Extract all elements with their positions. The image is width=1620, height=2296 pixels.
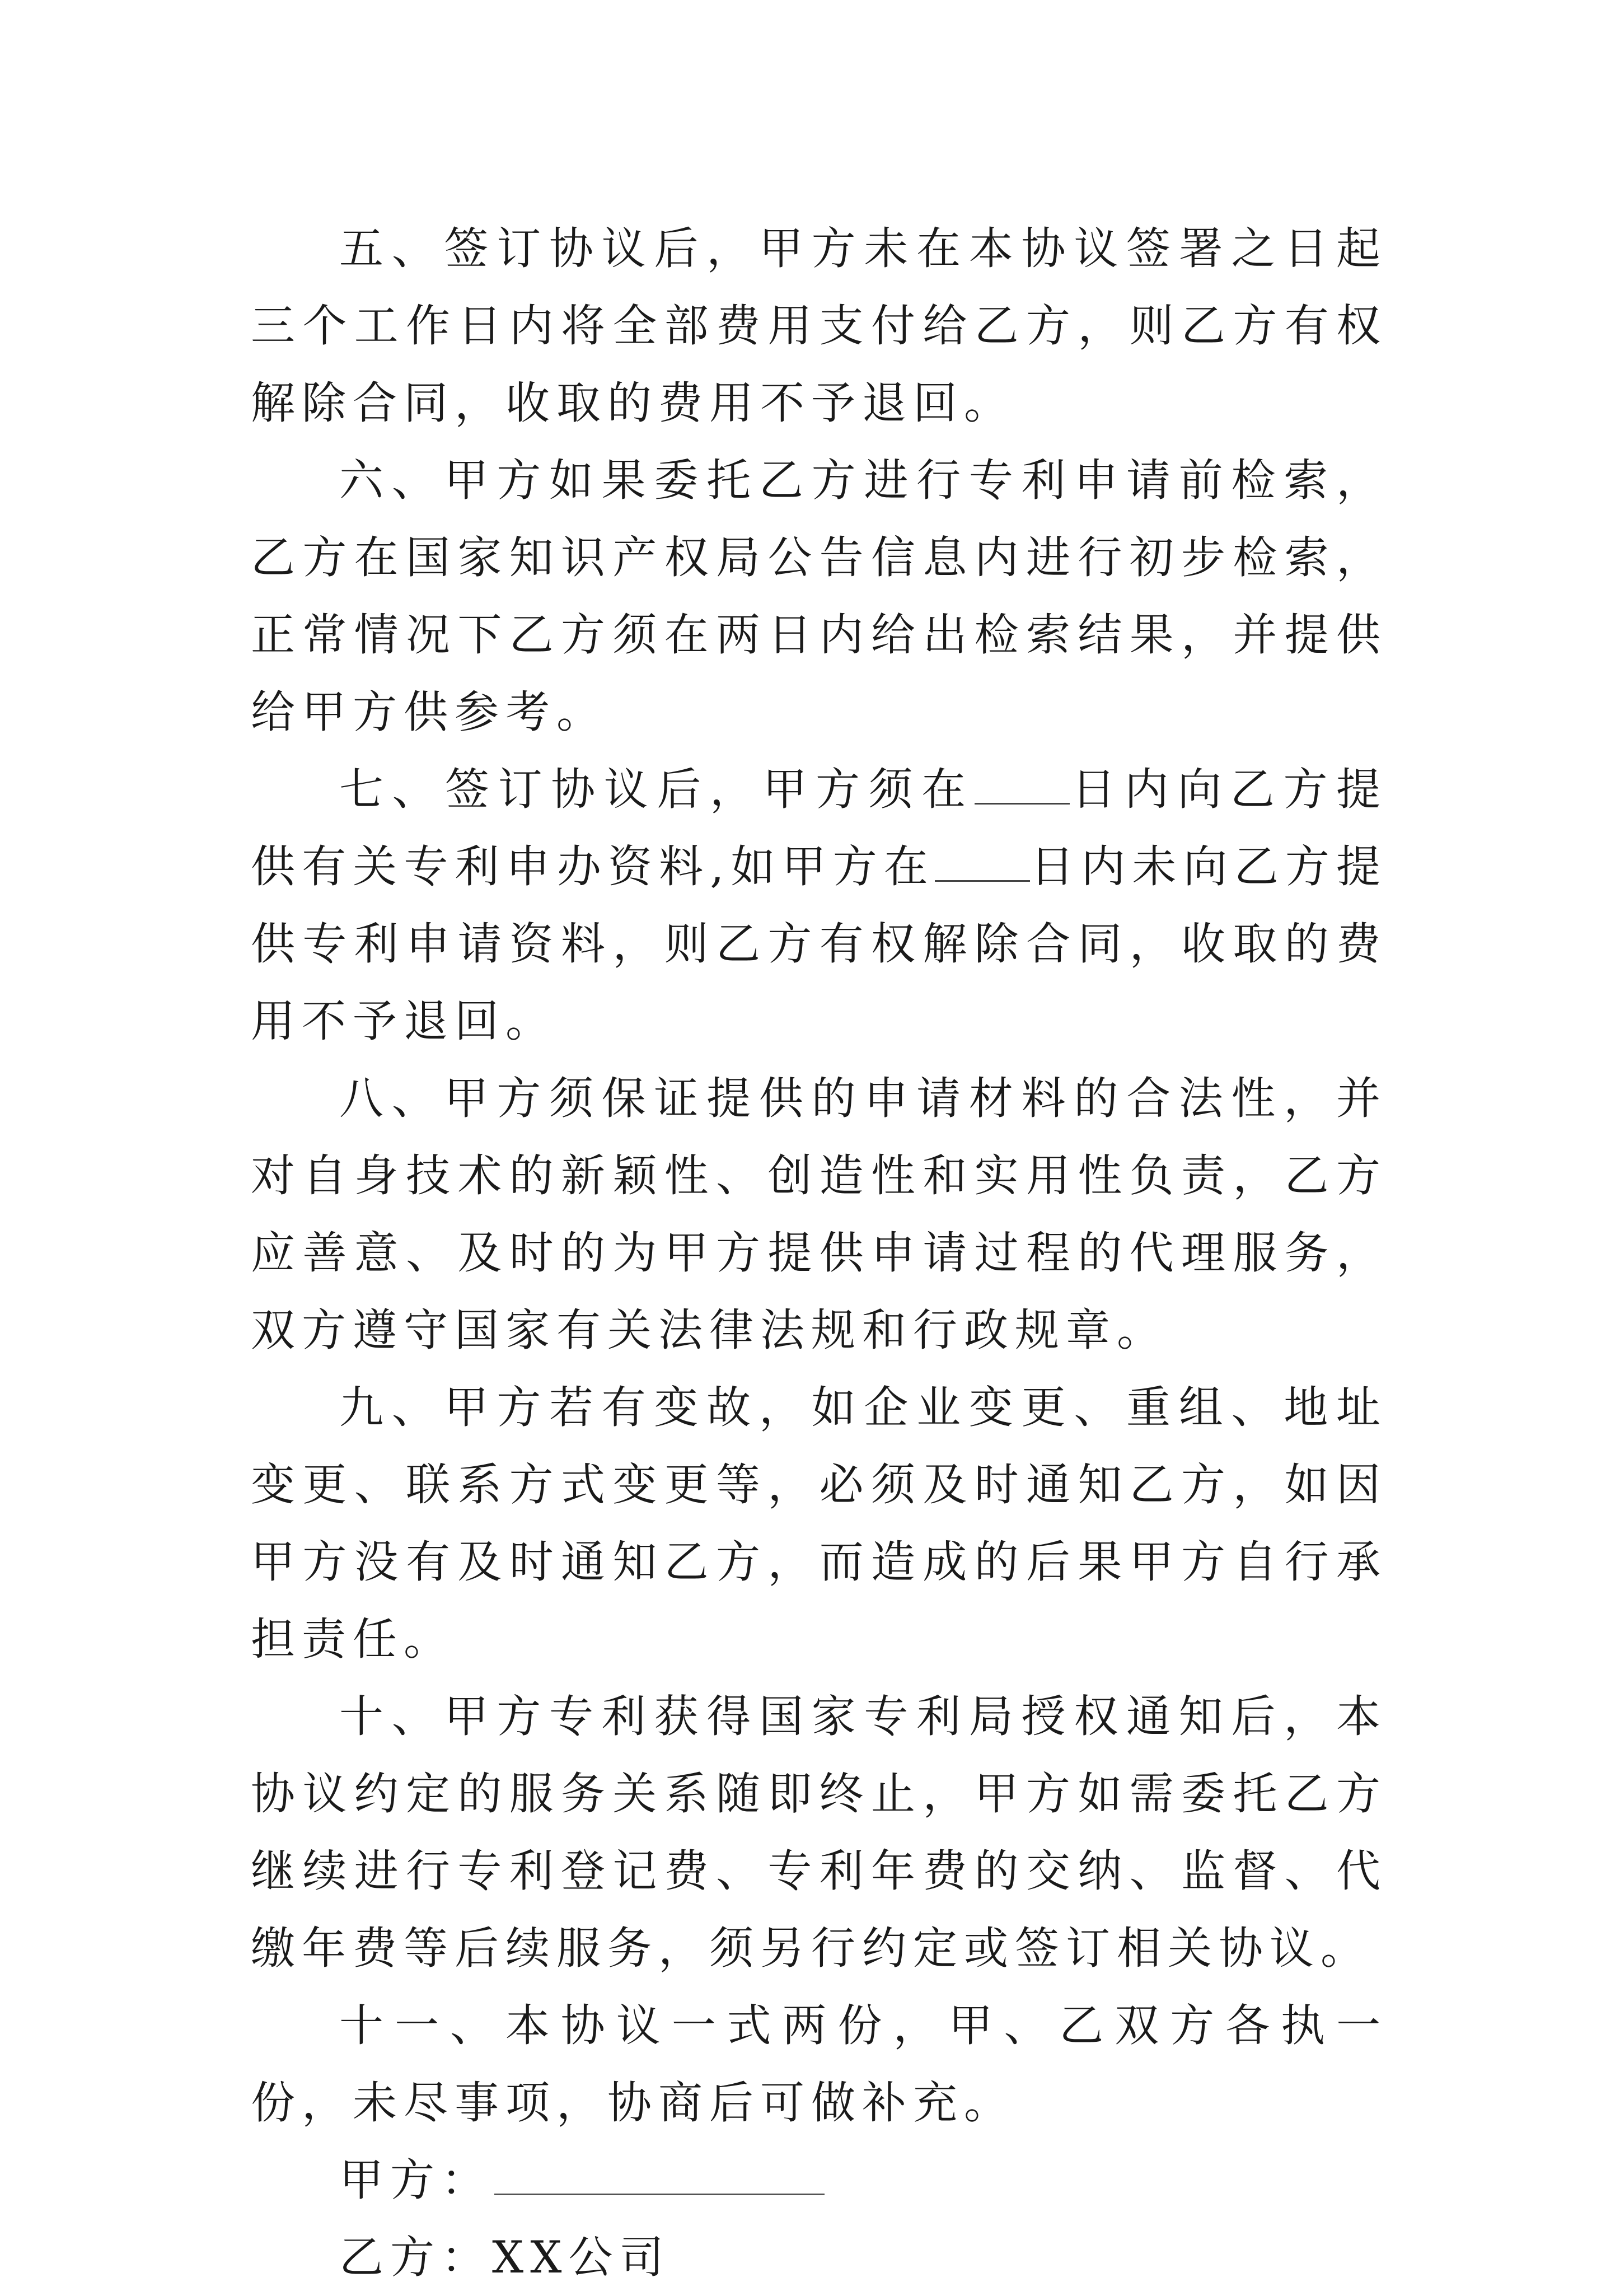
clause-7 [251,751,1387,1060]
blank-days-1 [975,799,1070,805]
clause-6: 六、甲方如果委托乙方进行专利申请前检索，乙方在国家知识产权局公告信息内进行初步检索，正常情况下乙方须在两日内给出检索结果，并提供给甲方供参考。 [251,455,1387,738]
document-body [251,210,1387,2296]
party-b-label: 乙方： [339,2232,492,2283]
blank-days-2 [935,877,1030,882]
clause-7-part-3: 日内未向乙方提供专利申请资料，则乙方有权解除合同，收取的费用不予退回。 [251,841,1387,1047]
party-b-signature-line [251,2219,1387,2296]
clause-7-part-2: 日内向乙方提供有关专利申办资料,如甲方在 [251,764,1388,892]
party-a-signature-line [251,2141,1387,2219]
party-a-signature-blank [494,2160,825,2195]
clause-11: 十一、本协议一式两份，甲、乙双方各执一份，未尽事项，协商后可做补充。 [251,2000,1387,2129]
party-b-value: XX公司 [492,2232,671,2283]
clause-5: 五、签订协议后，甲方未在本协议签署之日起三个工作日内将全部费用支付给乙方，则乙方有权解除合同，收取的费用不予退回。 [251,223,1387,429]
clause-9: 九、甲方若有变故，如企业变更、重组、地址变更、联系方式变更等，必须及时通知乙方，如因甲方没有及时通知乙方，而造成的后果甲方自行承担责任。 [251,1382,1387,1665]
clause-10: 十、甲方专利获得国家专利局授权通知后，本协议约定的服务关系随即终止，甲方如需委托乙方继续进行专利登记费、专利年费的交纳、监督、代缴年费等后续服务，须另行约定或签订相关协议。 [251,1691,1387,1974]
clause-8: 八、甲方须保证提供的申请材料的合法性，并对自身技术的新颖性、创造性和实用性负责，乙方应善意、及时的为甲方提供申请过程的代理服务，双方遵守国家有关法律法规和行政规章。 [251,1073,1387,1356]
clause-7-part-1: 七、签订协议后，甲方须在 [339,764,975,815]
party-a-label: 甲方： [339,2154,492,2206]
